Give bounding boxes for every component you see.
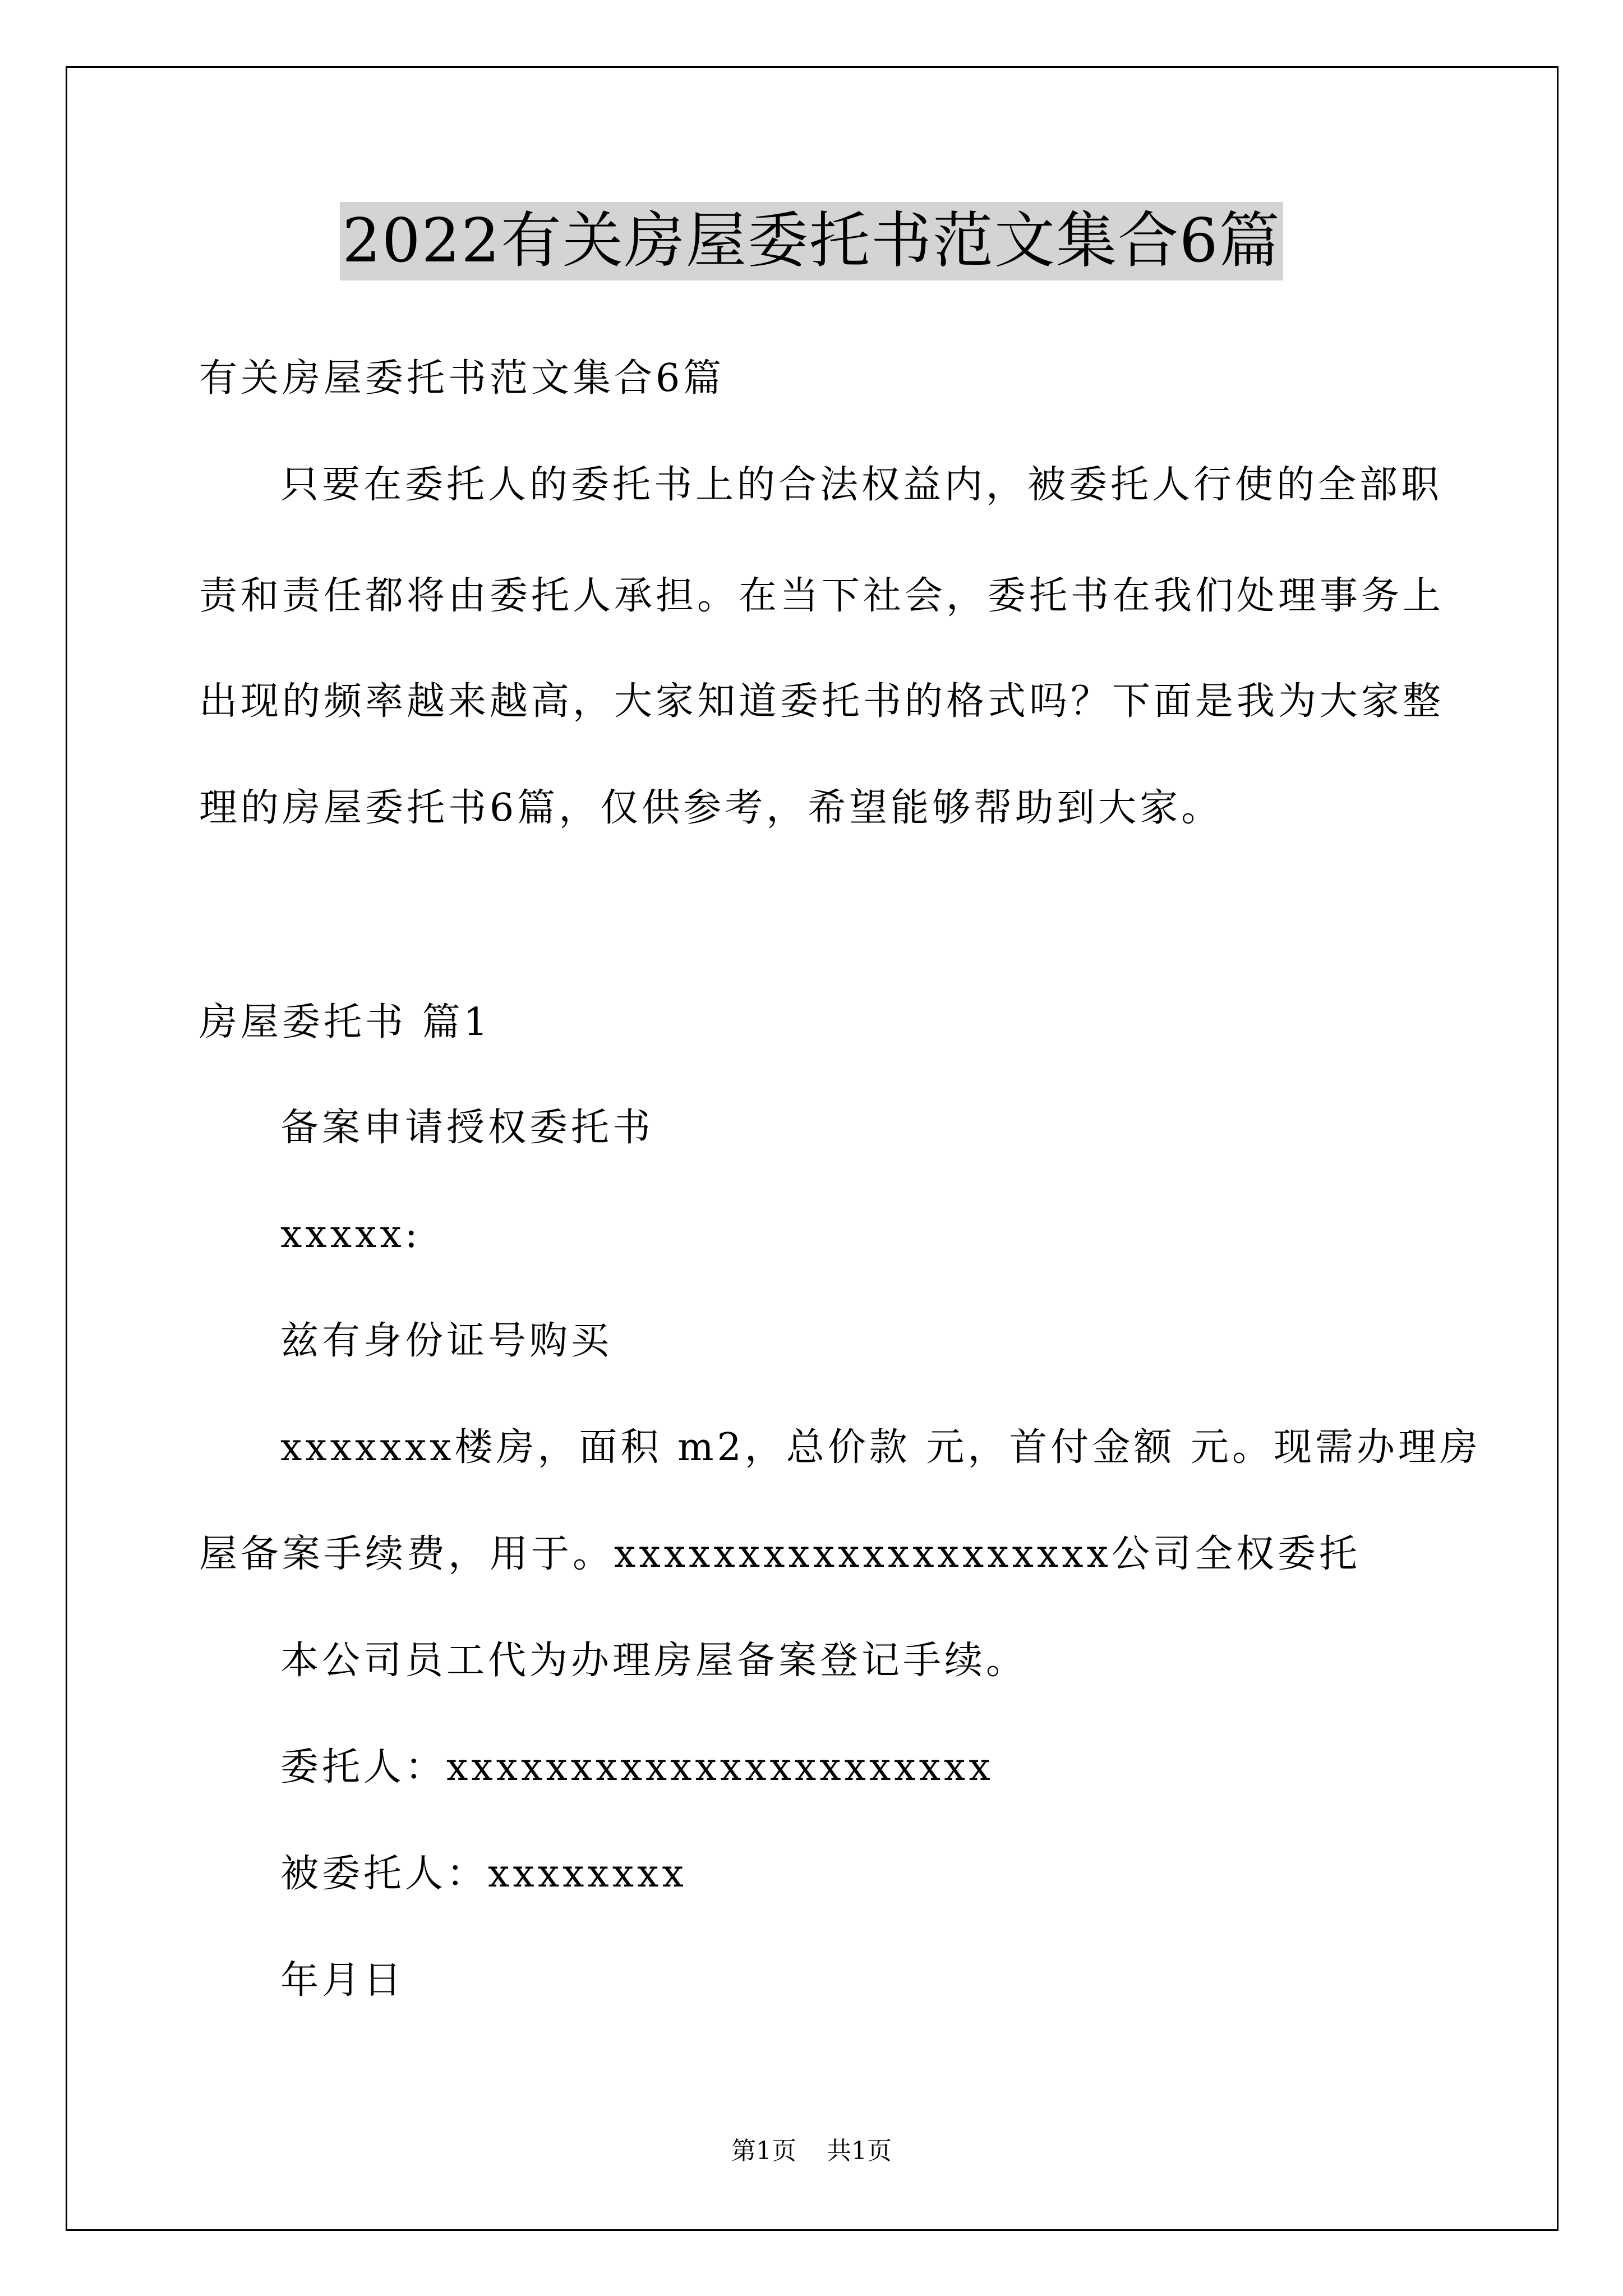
body-line-8: 被委托人：xxxxxxxx: [280, 1852, 687, 1896]
section-heading: 房屋委托书 篇1: [199, 1000, 491, 1045]
document-subtitle: 有关房屋委托书范文集合6篇: [199, 356, 725, 401]
intro-line-3: 出现的频率越来越高，大家知道委托书的格式吗？下面是我为大家整: [199, 679, 1445, 724]
body-line-5: 屋备案手续费，用于。xxxxxxxxxxxxxxxxxxxx公司全权委托: [199, 1532, 1361, 1576]
intro-line-4: 理的房屋委托书6篇，仅供参考，希望能够帮助到大家。: [199, 786, 1223, 830]
body-line-4: xxxxxxx楼房，面积 m2，总价款 元，首付金额 元。现需办理房: [280, 1425, 1482, 1470]
title-container: [0, 202, 1623, 280]
intro-line-2: 责和责任都将由委托人承担。在当下社会，委托书在我们处理事务上: [199, 574, 1445, 618]
page-total: 共1页: [827, 2137, 892, 2165]
body-line-2: xxxxx:: [280, 1212, 421, 1257]
body-line-6: 本公司员工代为办理房屋备案登记手续。: [280, 1639, 1028, 1683]
page-footer: [0, 2134, 1623, 2168]
document-title: 2022有关房屋委托书范文集合6篇: [340, 202, 1283, 280]
body-line-9: 年月日: [280, 1958, 405, 2003]
body-line-7: 委托人：xxxxxxxxxxxxxxxxxxxxxx: [280, 1745, 994, 1789]
body-line-1: 备案申请授权委托书: [280, 1106, 654, 1150]
intro-line-1: 只要在委托人的委托书上的合法权益内，被委托人行使的全部职: [280, 463, 1443, 507]
body-line-3: 兹有身份证号购买: [280, 1319, 613, 1363]
page-number: 第1页: [731, 2137, 796, 2165]
